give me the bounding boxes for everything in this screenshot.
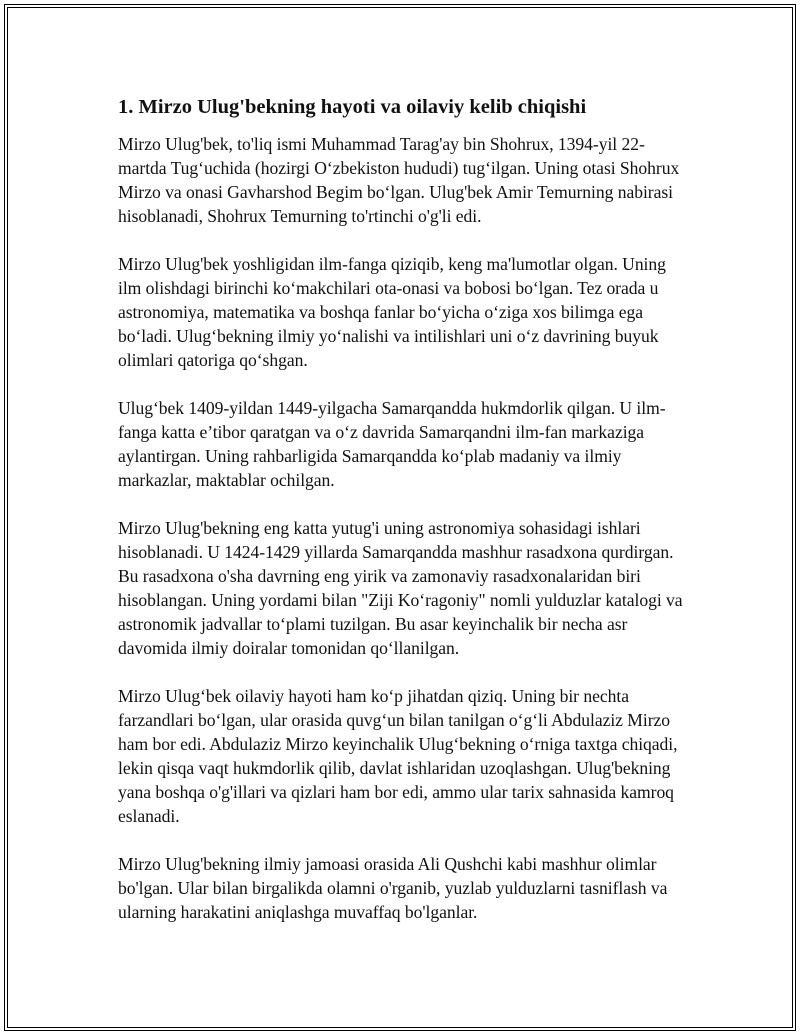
paragraph-astronomy: Mirzo Ulug'bekning eng katta yutug'i uning astronomiya sohasidagi ishlari hisoblanadi. U 1424-1429 yillarda Samarqandda mashhur rasadxona qurdirgan. Bu rasadxona o'sha davrning eng yirik va zamonaviy rasadxonalaridan biri hisoblangan. Uning yordami bilan "Ziji Ko‘ragoniy" nomli yulduzlar katalogi va astronomik jadvallar to‘plami tuzilgan. Bu asar keyinchalik bir necha asr davomida ilmiy doiralar tomonidan qo‘llanilgan. bbox=[118, 518, 683, 658]
section-heading: 1. Mirzo Ulug'bekning hayoti va oilaviy kelib chiqishi bbox=[118, 96, 587, 118]
paragraph-birth: Mirzo Ulug'bek, to'liq ismi Muhammad Tarag'ay bin Shohrux, 1394-yil 22-martda Tug‘uchida (hozirgi O‘zbekiston hududi) tug‘ilgan. Uning otasi Shohrux Mirzo va onasi Gavharshod Begim bo‘lgan. Ulug'bek Amir Temurning nabirasi hisoblanadi, Shohrux Temurning to'rtinchi o'g'li edi. bbox=[118, 134, 680, 226]
paragraph-scientific-team: Mirzo Ulug'bekning ilmiy jamoasi orasida Ali Qushchi kabi mashhur olimlar bo'lgan. Ular bilan birgalikda olamni o'rganib, yuzlab yulduzlarni tasniflash va ularning harakatini aniqlashga muvaffaq bo'lganlar. bbox=[118, 854, 668, 922]
paragraph-reign: Ulug‘bek 1409-yildan 1449-yilgacha Samarqandda hukmdorlik qilgan. U ilm-fanga katta e’tibor qaratgan va o‘z davrida Samarqandni ilm-fan markaziga aylantirgan. Uning rahbarligida Samarqandda ko‘plab madaniy va ilmiy markazlar, maktablar ochilgan. bbox=[118, 398, 666, 490]
paragraph-family: Mirzo Ulug‘bek oilaviy hayoti ham ko‘p jihatdan qiziq. Uning bir nechta farzandlari bo‘lgan, ular orasida quvg‘un bilan tanilgan o‘g‘li Abdulaziz Mirzo ham bor edi. Abdulaziz Mirzo keyinchalik Ulug‘bekning o‘rniga taxtga chiqadi, lekin qisqa vaqt hukmdorlik qilib, davlat ishlaridan uzoqlashgan. Ulug'bekning yana boshqa o'g'illari va qizlari ham bor edi, ammo ular tarix sahnasida kamroq eslanadi. bbox=[118, 686, 678, 826]
paragraph-education: Mirzo Ulug'bek yoshligidan ilm-fanga qiziqib, keng ma'lumotlar olgan. Uning ilm olishdagi birinchi ko‘makchilari ota-onasi va bobosi bo‘lgan. Tez orada u astronomiya, matematika va boshqa fanlar bo‘yicha o‘ziga xos bilimga ega bo‘ladi. Ulug‘bekning ilmiy yo‘nalishi va intilishlari uni o‘z davrining buyuk olimlari qatoriga qo‘shgan. bbox=[118, 254, 666, 370]
document-body bbox=[118, 93, 688, 924]
